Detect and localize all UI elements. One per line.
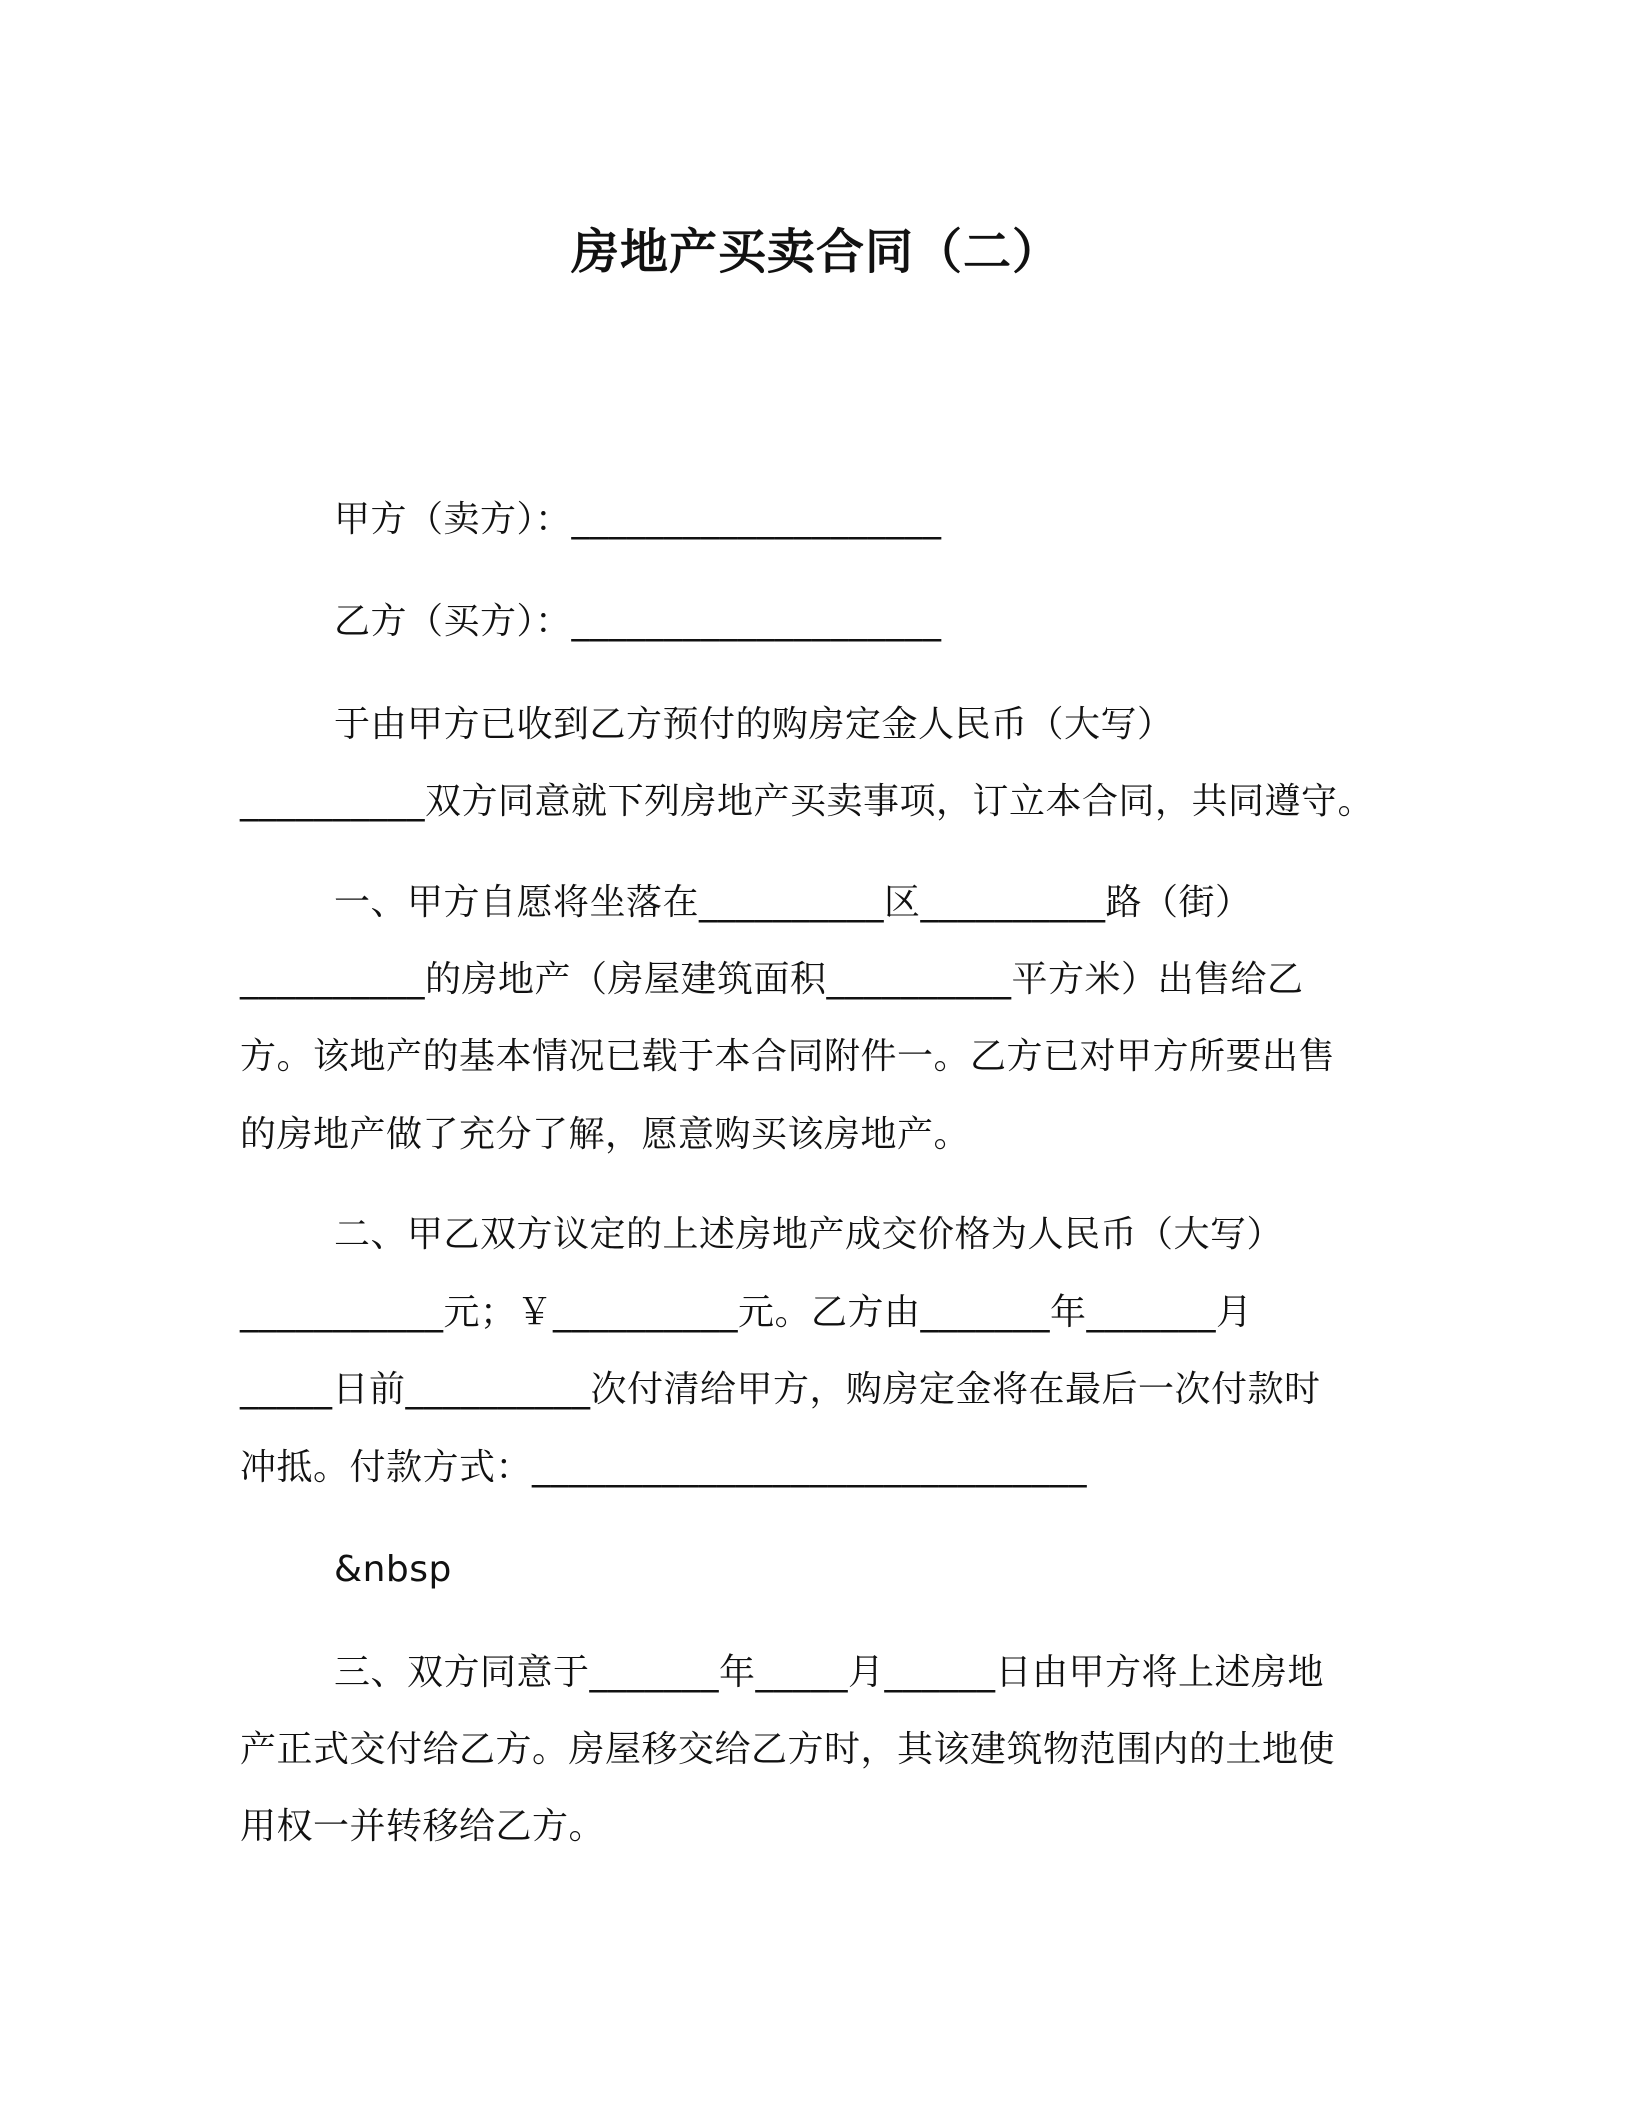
clause-2-line-2: ___________元；￥__________元。乙方由_______年_______月 — [240, 1292, 1253, 1333]
clause-2-line-4: 冲抵。付款方式：______________________________ — [240, 1447, 1088, 1488]
document-title: 房地产买卖合同（二） — [570, 224, 1061, 280]
paragraph-intro-line-1: 于由甲方已收到乙方预付的购房定金人民币（大写） — [334, 704, 1174, 745]
clause-3-line-3: 用权一并转移给乙方。 — [240, 1806, 606, 1847]
clause-3-line-2: 产正式交付给乙方。房屋移交给乙方时，其该建筑物范围内的土地使 — [240, 1729, 1336, 1770]
clause-1-line-3: 方。该地产的基本情况已载于本合同附件一。乙方已对甲方所要出售 — [240, 1036, 1336, 1077]
clause-2-line-1: 二、甲乙双方议定的上述房地产成交价格为人民币（大写） — [334, 1214, 1284, 1255]
nbsp-line: &nbsp — [334, 1549, 452, 1590]
paragraph-intro-line-2: __________双方同意就下列房地产买卖事项，订立本合同，共同遵守。 — [240, 781, 1375, 822]
seller-line: 甲方（卖方）：____________________ — [334, 499, 942, 540]
clause-3-line-1: 三、双方同意于_______年_____月______日由甲方将上述房地 — [334, 1652, 1325, 1693]
clause-1-line-2: __________的房地产（房屋建筑面积__________平方米）出售给乙 — [240, 959, 1304, 1000]
clause-1-line-4: 的房地产做了充分了解，愿意购买该房地产。 — [240, 1114, 971, 1155]
clause-2-line-3: _____日前__________次付清给甲方，购房定金将在最后一次付款时 — [240, 1369, 1321, 1410]
clause-1-line-1: 一、甲方自愿将坐落在__________区__________路（街） — [334, 882, 1252, 923]
buyer-line: 乙方（买方）：____________________ — [334, 601, 942, 642]
